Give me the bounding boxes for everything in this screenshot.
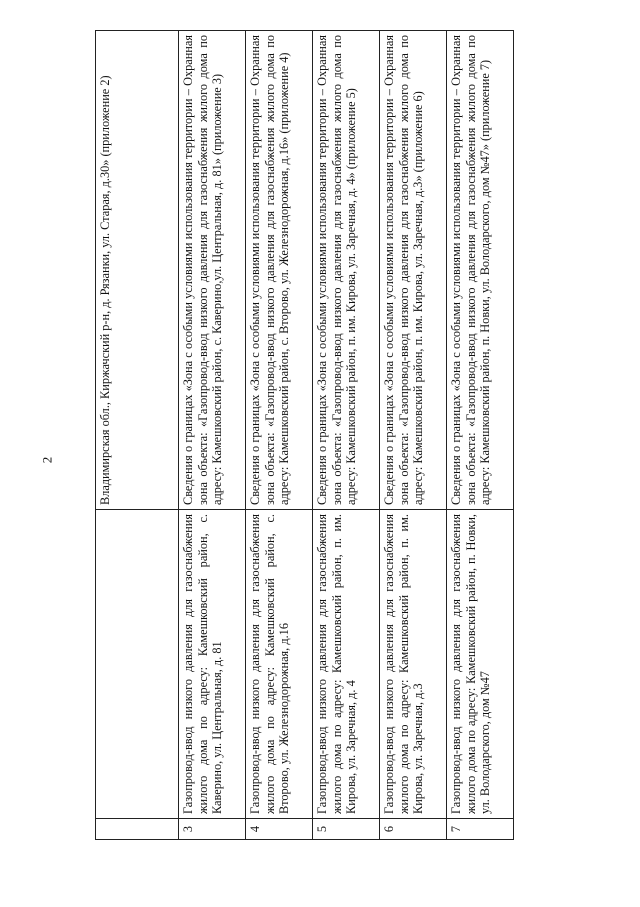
table-row bbox=[447, 31, 514, 840]
row-number: 6 bbox=[380, 819, 447, 840]
row-number: 5 bbox=[313, 819, 380, 840]
object-cell: Газопровод-ввод низкого давления для газоснабжения жилого дома по адресу: Камешковский район, п. им. Кирова, ул. Заречная, д.3 bbox=[380, 510, 447, 819]
object-cell: Газопровод-ввод низкого давления для газоснабжения жилого дома по адресу: Камешковский район, с. Второво, ул. Железнодорожная, д.16 bbox=[246, 510, 313, 819]
table-row bbox=[380, 31, 447, 840]
info-cell: Сведения о границах «Зона с особыми условиями использования территории – Охранная зона объекта: «Газопровод-ввод низкого давления для газоснабжения жилого дома по адресу: Камешковский район, п. Новки, ул. Володарского, дом №47» (приложение 7) bbox=[447, 31, 514, 510]
row-number: 4 bbox=[246, 819, 313, 840]
rotated-page bbox=[95, 35, 515, 840]
object-cell: Газопровод-ввод низкого давления для газоснабжения жилого дома по адресу: Камешковский район, с. Каверино, ул. Центральная, д. 81 bbox=[179, 510, 246, 819]
row-number: 7 bbox=[447, 819, 514, 840]
page-number: 2 bbox=[39, 456, 55, 464]
table-row bbox=[246, 31, 313, 840]
info-cell: Сведения о границах «Зона с особыми условиями использования территории – Охранная зона объекта: «Газопровод-ввод низкого давления для газоснабжения жилого дома по адресу: Камешковский район, с. Каверино,ул. Центральная, д. 81» (приложение 3) bbox=[179, 31, 246, 510]
zones-table bbox=[95, 30, 514, 840]
row-number: 3 bbox=[179, 819, 246, 840]
info-cell: Владимирская обл., Киржачский р-н, д. Рязанки, ул. Старая, д.30» (приложение 2) bbox=[96, 31, 179, 510]
info-cell: Сведения о границах «Зона с особыми условиями использования территории – Охранная зона объекта: «Газопровод-ввод низкого давления для газоснабжения жилого дома по адресу: Камешковский район, п. им. Кирова, ул. Заречная, д.3» (приложение 6) bbox=[380, 31, 447, 510]
table-row bbox=[96, 31, 179, 840]
table-row bbox=[179, 31, 246, 840]
table-row bbox=[313, 31, 380, 840]
object-cell bbox=[96, 510, 179, 819]
info-cell: Сведения о границах «Зона с особыми условиями использования территории – Охранная зона объекта: «Газопровод-ввод низкого давления для газоснабжения жилого дома по адресу: Камешковский район, с. Второво, ул. Железнодорожная, д.16» (приложение 4) bbox=[246, 31, 313, 510]
object-cell: Газопровод-ввод низкого давления для газоснабжения жилого дома по адресу: Камешковский район, п. Новки, ул. Володарского, дом №47 bbox=[447, 510, 514, 819]
object-cell: Газопровод-ввод низкого давления для газоснабжения жилого дома по адресу: Камешковский район, п. им. Кирова, ул. Заречная, д. 4 bbox=[313, 510, 380, 819]
row-number bbox=[96, 819, 179, 840]
info-cell: Сведения о границах «Зона с особыми условиями использования территории – Охранная зона объекта: «Газопровод-ввод низкого давления для газоснабжения жилого дома по адресу: Камешковский район, п. им. Кирова, ул. Заречная, д. 4» (приложение 5) bbox=[313, 31, 380, 510]
